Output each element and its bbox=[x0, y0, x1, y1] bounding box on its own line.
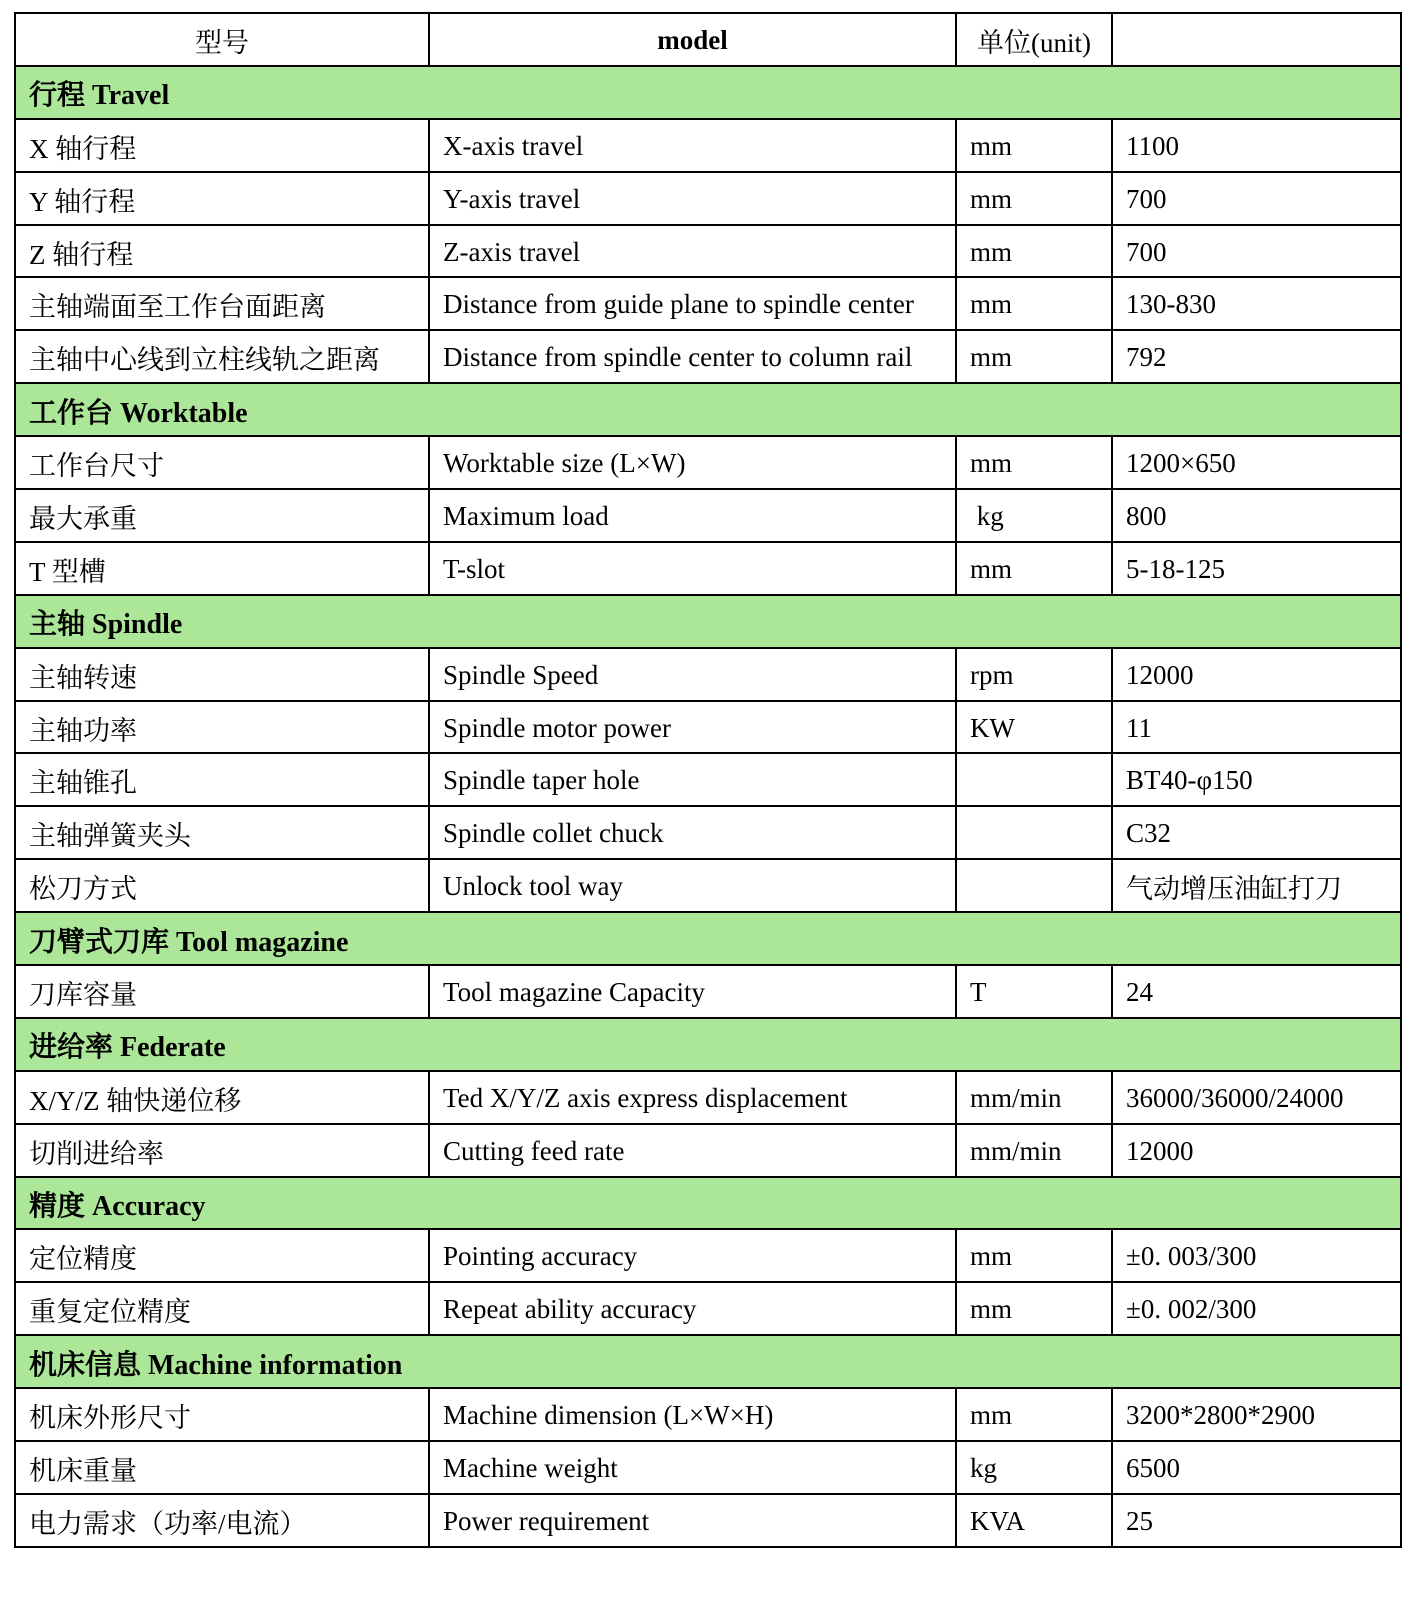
section-row bbox=[15, 912, 1401, 965]
spec-row bbox=[15, 965, 1401, 1018]
spec-name-cn-cell: Y 轴行程 bbox=[15, 172, 429, 225]
spec-name-cn-cell: 切削进给率 bbox=[15, 1124, 429, 1177]
value-cell: 6500 bbox=[1112, 1441, 1401, 1494]
spec-name-en-cell: Unlock tool way bbox=[429, 859, 956, 912]
spec-name-en-cell: Spindle motor power bbox=[429, 701, 956, 754]
spec-name-en-cell: Worktable size (L×W) bbox=[429, 436, 956, 489]
spec-row bbox=[15, 119, 1401, 172]
spec-name-en-cell: Y-axis travel bbox=[429, 172, 956, 225]
value-cell: 12000 bbox=[1112, 1124, 1401, 1177]
value-cell: 3200*2800*2900 bbox=[1112, 1388, 1401, 1441]
spec-name-en-cell: Maximum load bbox=[429, 489, 956, 542]
value-cell: 700 bbox=[1112, 225, 1401, 278]
spec-row bbox=[15, 1071, 1401, 1124]
spec-row bbox=[15, 753, 1401, 806]
unit-cell: mm bbox=[956, 1282, 1112, 1335]
machine-spec-table bbox=[14, 12, 1402, 1548]
spec-row bbox=[15, 436, 1401, 489]
header-row bbox=[15, 13, 1401, 66]
spec-name-en-cell: Z-axis travel bbox=[429, 225, 956, 278]
spec-row bbox=[15, 172, 1401, 225]
spec-name-cn-cell: 刀库容量 bbox=[15, 965, 429, 1018]
spec-row bbox=[15, 542, 1401, 595]
value-cell: 800 bbox=[1112, 489, 1401, 542]
spec-name-en-cell: Spindle collet chuck bbox=[429, 806, 956, 859]
value-cell: 36000/36000/24000 bbox=[1112, 1071, 1401, 1124]
value-cell: C32 bbox=[1112, 806, 1401, 859]
section-label: 机床信息 Machine information bbox=[15, 1335, 1401, 1388]
section-label: 主轴 Spindle bbox=[15, 595, 1401, 648]
unit-cell: mm bbox=[956, 542, 1112, 595]
section-row bbox=[15, 66, 1401, 119]
unit-cell: mm bbox=[956, 1229, 1112, 1282]
spec-row bbox=[15, 1282, 1401, 1335]
spec-name-en-cell: Tool magazine Capacity bbox=[429, 965, 956, 1018]
spec-name-en-cell: Ted X/Y/Z axis express displacement bbox=[429, 1071, 956, 1124]
spec-name-cn-cell: X 轴行程 bbox=[15, 119, 429, 172]
unit-cell: mm bbox=[956, 119, 1112, 172]
spec-name-cn-cell: 主轴中心线到立柱线轨之距离 bbox=[15, 330, 429, 383]
spec-name-en-cell: T-slot bbox=[429, 542, 956, 595]
spec-row bbox=[15, 1229, 1401, 1282]
spec-row bbox=[15, 225, 1401, 278]
spec-name-en-cell: Cutting feed rate bbox=[429, 1124, 956, 1177]
spec-row bbox=[15, 701, 1401, 754]
spec-name-cn-cell: 重复定位精度 bbox=[15, 1282, 429, 1335]
header-model-cn: 型号 bbox=[15, 13, 429, 66]
value-cell: 24 bbox=[1112, 965, 1401, 1018]
unit-cell: mm bbox=[956, 436, 1112, 489]
spec-row bbox=[15, 1441, 1401, 1494]
value-cell: 792 bbox=[1112, 330, 1401, 383]
header-model-en: model bbox=[429, 13, 956, 66]
unit-cell bbox=[956, 753, 1112, 806]
spec-name-cn-cell: 机床外形尺寸 bbox=[15, 1388, 429, 1441]
value-cell: 5-18-125 bbox=[1112, 542, 1401, 595]
unit-cell: mm bbox=[956, 1388, 1112, 1441]
spec-name-en-cell: Power requirement bbox=[429, 1494, 956, 1547]
spec-name-en-cell: Machine weight bbox=[429, 1441, 956, 1494]
spec-name-en-cell: Spindle taper hole bbox=[429, 753, 956, 806]
spec-name-cn-cell: 机床重量 bbox=[15, 1441, 429, 1494]
section-row bbox=[15, 1335, 1401, 1388]
spec-name-en-cell: Machine dimension (L×W×H) bbox=[429, 1388, 956, 1441]
spec-name-cn-cell: 主轴锥孔 bbox=[15, 753, 429, 806]
value-cell: 1100 bbox=[1112, 119, 1401, 172]
unit-cell: mm bbox=[956, 330, 1112, 383]
spec-row bbox=[15, 648, 1401, 701]
unit-cell: kg bbox=[956, 489, 1112, 542]
value-cell: BT40-φ150 bbox=[1112, 753, 1401, 806]
unit-cell: mm bbox=[956, 277, 1112, 330]
unit-cell: T bbox=[956, 965, 1112, 1018]
section-label: 刀臂式刀库 Tool magazine bbox=[15, 912, 1401, 965]
spec-row bbox=[15, 1388, 1401, 1441]
spec-row bbox=[15, 859, 1401, 912]
section-row bbox=[15, 1018, 1401, 1071]
value-cell: 700 bbox=[1112, 172, 1401, 225]
section-label: 行程 Travel bbox=[15, 66, 1401, 119]
value-cell: 12000 bbox=[1112, 648, 1401, 701]
value-cell: ±0. 003/300 bbox=[1112, 1229, 1401, 1282]
spec-name-cn-cell: 定位精度 bbox=[15, 1229, 429, 1282]
spec-table-body bbox=[15, 66, 1401, 1547]
spec-name-en-cell: Distance from spindle center to column rail bbox=[429, 330, 956, 383]
header-value-blank bbox=[1112, 13, 1401, 66]
unit-cell: mm/min bbox=[956, 1124, 1112, 1177]
spec-name-cn-cell: 主轴功率 bbox=[15, 701, 429, 754]
section-row bbox=[15, 383, 1401, 436]
spec-name-cn-cell: T 型槽 bbox=[15, 542, 429, 595]
spec-row bbox=[15, 806, 1401, 859]
unit-cell: rpm bbox=[956, 648, 1112, 701]
section-row bbox=[15, 595, 1401, 648]
spec-name-en-cell: Spindle Speed bbox=[429, 648, 956, 701]
value-cell: ±0. 002/300 bbox=[1112, 1282, 1401, 1335]
spec-name-cn-cell: 主轴弹簧夹头 bbox=[15, 806, 429, 859]
spec-name-cn-cell: X/Y/Z 轴快递位移 bbox=[15, 1071, 429, 1124]
spec-name-en-cell: Pointing accuracy bbox=[429, 1229, 956, 1282]
spec-row bbox=[15, 1494, 1401, 1547]
section-label: 精度 Accuracy bbox=[15, 1177, 1401, 1230]
spec-row bbox=[15, 489, 1401, 542]
unit-cell: kg bbox=[956, 1441, 1112, 1494]
unit-cell: mm bbox=[956, 225, 1112, 278]
unit-cell: mm bbox=[956, 172, 1112, 225]
spec-row bbox=[15, 330, 1401, 383]
value-cell: 130-830 bbox=[1112, 277, 1401, 330]
value-cell: 11 bbox=[1112, 701, 1401, 754]
spec-name-cn-cell: 松刀方式 bbox=[15, 859, 429, 912]
spec-table-header bbox=[15, 13, 1401, 66]
value-cell: 25 bbox=[1112, 1494, 1401, 1547]
spec-name-cn-cell: 电力需求（功率/电流） bbox=[15, 1494, 429, 1547]
value-cell: 1200×650 bbox=[1112, 436, 1401, 489]
value-cell: 气动增压油缸打刀 bbox=[1112, 859, 1401, 912]
section-label: 进给率 Federate bbox=[15, 1018, 1401, 1071]
section-label: 工作台 Worktable bbox=[15, 383, 1401, 436]
spec-row bbox=[15, 1124, 1401, 1177]
spec-name-en-cell: X-axis travel bbox=[429, 119, 956, 172]
unit-cell bbox=[956, 806, 1112, 859]
spec-name-cn-cell: 主轴转速 bbox=[15, 648, 429, 701]
unit-cell bbox=[956, 859, 1112, 912]
unit-cell: mm/min bbox=[956, 1071, 1112, 1124]
spec-row bbox=[15, 277, 1401, 330]
spec-name-en-cell: Distance from guide plane to spindle center bbox=[429, 277, 956, 330]
spec-name-cn-cell: 工作台尺寸 bbox=[15, 436, 429, 489]
unit-cell: KW bbox=[956, 701, 1112, 754]
unit-cell: KVA bbox=[956, 1494, 1112, 1547]
section-row bbox=[15, 1177, 1401, 1230]
spec-name-en-cell: Repeat ability accuracy bbox=[429, 1282, 956, 1335]
spec-name-cn-cell: 最大承重 bbox=[15, 489, 429, 542]
spec-name-cn-cell: Z 轴行程 bbox=[15, 225, 429, 278]
spec-name-cn-cell: 主轴端面至工作台面距离 bbox=[15, 277, 429, 330]
header-unit: 单位(unit) bbox=[956, 13, 1112, 66]
